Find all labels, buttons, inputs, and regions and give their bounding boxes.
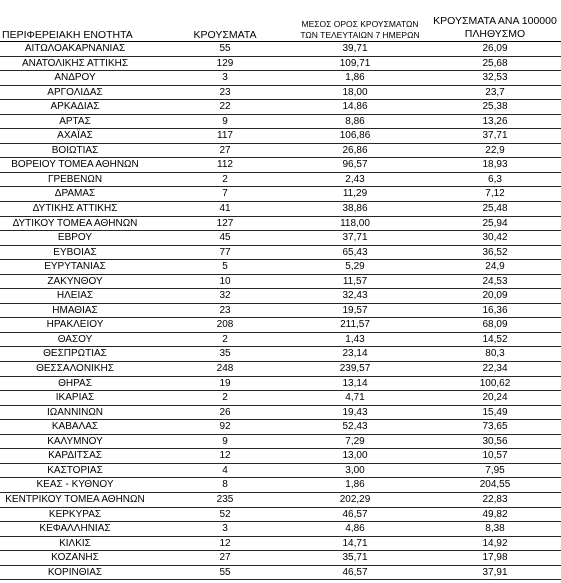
cell-avg7: 38,86 — [342, 203, 368, 215]
cell-per100k: 23,7 — [485, 86, 505, 98]
cell-cases: 208 — [216, 319, 234, 331]
cell-avg7: 96,57 — [342, 159, 368, 171]
cell-cases: 3 — [222, 523, 228, 535]
cell-avg7: 1,86 — [345, 479, 365, 491]
column-header-per100k-line2: ΠΛΗΘΥΣΜΟ — [464, 28, 526, 40]
cell-per100k: 100,62 — [479, 377, 511, 389]
cell-cases: 19 — [219, 377, 231, 389]
cell-cases: 10 — [219, 275, 231, 287]
cell-region: ΗΛΕΙΑΣ — [56, 290, 94, 302]
cell-region: ΘΕΣΣΑΛΟΝΙΚΗΣ — [36, 363, 114, 375]
cell-region: ΑΝΔΡΟΥ — [54, 72, 96, 84]
cell-per100k: 73,65 — [482, 421, 508, 433]
cell-per100k: 20,09 — [482, 290, 508, 302]
table-row — [0, 522, 561, 537]
cell-avg7: 46,57 — [342, 566, 368, 578]
cell-per100k: 204,55 — [479, 479, 511, 491]
cell-cases: 2 — [222, 392, 228, 404]
cell-cases: 112 — [217, 159, 233, 171]
cell-cases: 45 — [219, 232, 231, 244]
table-row — [0, 420, 561, 435]
cell-region: ΑΝΑΤΟΛΙΚΗΣ ΑΤΤΙΚΗΣ — [21, 57, 129, 69]
cell-avg7: 118,00 — [340, 217, 370, 229]
table-row — [0, 347, 561, 362]
cell-region: ΚΑΡΔΙΤΣΑΣ — [48, 450, 102, 462]
cell-avg7: 5,29 — [345, 261, 365, 273]
cell-avg7: 52,43 — [342, 421, 368, 433]
cell-per100k: 24,9 — [485, 261, 505, 273]
table-row — [0, 493, 561, 508]
table-row — [0, 173, 561, 188]
cell-per100k: 22,83 — [482, 493, 508, 505]
cell-avg7: 4,86 — [345, 523, 365, 535]
cell-per100k: 37,91 — [482, 566, 508, 578]
cell-cases: 117 — [217, 130, 233, 142]
cell-avg7: 35,71 — [342, 552, 368, 564]
cell-region: ΚΕΡΚΥΡΑΣ — [48, 508, 102, 520]
table-row — [0, 202, 561, 217]
cell-avg7: 11,29 — [342, 188, 368, 200]
table-row — [0, 57, 561, 72]
cell-avg7: 14,71 — [342, 537, 368, 549]
cell-region: ΔΡΑΜΑΣ — [54, 188, 96, 200]
cell-region: ΑΙΤΩΛΟΑΚΑΡΝΑΝΙΑΣ — [24, 43, 126, 54]
cell-region: ΖΑΚΥΝΘΟΥ — [47, 275, 103, 287]
cell-region: ΑΡΤΑΣ — [59, 115, 91, 127]
cell-avg7: 23,14 — [342, 348, 368, 360]
cell-per100k: 30,56 — [482, 435, 508, 447]
cell-cases: 55 — [219, 566, 231, 578]
table-row — [0, 551, 561, 566]
cell-cases: 27 — [219, 552, 231, 564]
column-header-avg7 — [290, 19, 430, 41]
cell-avg7: 37,71 — [342, 232, 368, 244]
cell-cases: 235 — [216, 493, 234, 505]
cell-cases: 9 — [222, 115, 228, 127]
table-row — [0, 71, 561, 86]
cell-region: ΔΥΤΙΚΟΥ ΤΟΜΕΑ ΑΘΗΝΩΝ — [12, 217, 138, 229]
cell-region: ΔΥΤΙΚΗΣ ΑΤΤΙΚΗΣ — [32, 203, 118, 215]
cell-per100k: 49,82 — [482, 508, 508, 520]
cell-avg7: 3,00 — [345, 464, 365, 476]
table-row — [0, 129, 561, 144]
cell-cases: 12 — [219, 537, 231, 549]
table-row — [0, 289, 561, 304]
cell-per100k: 68,09 — [482, 319, 508, 331]
cell-per100k: 13,26 — [482, 115, 508, 127]
cell-region: ΚΟΡΙΝΘΙΑΣ — [47, 566, 103, 578]
cell-cases: 32 — [219, 290, 231, 302]
column-header-cases: ΚΡΟΥΣΜΑΤΑ — [193, 29, 257, 41]
cell-cases: 55 — [219, 43, 231, 54]
cell-cases: 7 — [222, 188, 228, 200]
table-row — [0, 537, 561, 552]
table-row — [0, 449, 561, 464]
cell-avg7: 239,57 — [339, 363, 371, 375]
table-row — [0, 304, 561, 319]
cell-cases: 2 — [222, 173, 228, 185]
table-row — [0, 377, 561, 392]
cell-avg7: 19,43 — [342, 406, 368, 418]
cell-per100k: 14,92 — [482, 537, 508, 549]
cell-cases: 8 — [222, 479, 228, 491]
cell-avg7: 106,86 — [339, 130, 371, 142]
cell-per100k: 22,9 — [485, 144, 505, 156]
cell-cases: 248 — [216, 363, 234, 375]
cell-per100k: 14,52 — [482, 333, 508, 345]
cell-avg7: 19,57 — [342, 304, 368, 316]
cell-per100k: 20,24 — [482, 392, 508, 404]
column-header-per100k-line1: ΚΡΟΥΣΜΑΤΑ ΑΝΑ 100000 — [433, 15, 557, 27]
column-header-region: ΠΕΡΙΦΕΡΕΙΑΚΗ ΕΝΟΤΗΤΑ — [2, 29, 133, 41]
cell-per100k: 80,3 — [485, 348, 505, 360]
cell-avg7: 14,86 — [342, 101, 368, 113]
cell-region: ΕΥΡΥΤΑΝΙΑΣ — [44, 261, 106, 273]
cell-region: ΘΑΣΟΥ — [57, 333, 93, 345]
table-row — [0, 508, 561, 523]
cell-cases: 9 — [222, 435, 228, 447]
cell-per100k: 25,48 — [482, 203, 508, 215]
cell-region: ΙΚΑΡΙΑΣ — [55, 392, 95, 404]
cell-region: ΕΥΒΟΙΑΣ — [53, 246, 97, 258]
cell-region: ΕΒΡΟΥ — [57, 232, 93, 244]
cell-avg7: 13,14 — [342, 377, 368, 389]
cell-cases: 52 — [219, 508, 231, 520]
cell-per100k: 30,42 — [482, 232, 508, 244]
cell-per100k: 7,95 — [485, 464, 505, 476]
table-row — [0, 406, 561, 421]
cell-region: ΗΜΑΘΙΑΣ — [52, 304, 98, 316]
cell-per100k: 37,71 — [482, 130, 508, 142]
cell-per100k: 25,38 — [482, 101, 508, 113]
cell-cases: 22 — [219, 101, 231, 113]
table-row — [0, 275, 561, 290]
table-row — [0, 246, 561, 261]
cell-per100k: 25,68 — [482, 57, 508, 69]
cell-cases: 5 — [222, 261, 228, 273]
table-row — [0, 158, 561, 173]
column-header-per100k — [415, 15, 561, 41]
table-row — [0, 464, 561, 479]
cell-region: ΚΑΒΑΛΑΣ — [51, 421, 99, 433]
cell-region: ΚΑΣΤΟΡΙΑΣ — [47, 464, 103, 476]
cell-per100k: 7,12 — [485, 188, 505, 200]
cell-per100k: 32,53 — [482, 72, 508, 84]
table-row — [0, 42, 561, 57]
table-row — [0, 144, 561, 159]
cell-region: ΒΟΙΩΤΙΑΣ — [51, 144, 99, 156]
cell-region: ΚΟΖΑΝΗΣ — [51, 552, 99, 564]
cell-region: ΑΡΚΑΔΙΑΣ — [50, 101, 100, 113]
cell-region: ΗΡΑΚΛΕΙΟΥ — [46, 319, 104, 331]
cell-cases: 4 — [222, 464, 228, 476]
cell-cases: 35 — [219, 348, 231, 360]
cell-cases: 23 — [219, 304, 231, 316]
table-row — [0, 318, 561, 333]
table-row — [0, 391, 561, 406]
cell-cases: 92 — [219, 421, 231, 433]
cell-cases: 41 — [219, 203, 231, 215]
cell-per100k: 18,93 — [482, 159, 508, 171]
cell-per100k: 6,3 — [488, 173, 502, 185]
cell-cases: 77 — [219, 246, 231, 258]
table-row — [0, 231, 561, 246]
cell-cases: 23 — [219, 86, 231, 98]
cell-cases: 27 — [219, 144, 231, 156]
column-header-avg7-line1: ΜΕΣΟΣ ΟΡΟΣ ΚΡΟΥΣΜΑΤΩΝ — [301, 19, 419, 29]
cell-cases: 26 — [219, 406, 231, 418]
cell-avg7: 18,00 — [342, 86, 368, 98]
table-body — [0, 42, 561, 580]
cell-avg7: 65,43 — [342, 246, 368, 258]
table-row — [0, 115, 561, 130]
table-row — [0, 100, 561, 115]
table-row — [0, 187, 561, 202]
cell-avg7: 39,71 — [342, 43, 368, 54]
row-divider — [0, 579, 561, 580]
cell-cases: 129 — [216, 57, 234, 69]
cell-avg7: 109,71 — [339, 57, 371, 69]
cell-region: ΚΙΛΚΙΣ — [59, 537, 91, 549]
cell-region: ΑΡΓΟΛΙΔΑΣ — [47, 86, 103, 98]
table-row — [0, 86, 561, 101]
cell-per100k: 26,09 — [482, 43, 508, 54]
cell-region: ΚΕΑΣ - ΚΥΘΝΟΥ — [36, 479, 114, 491]
cell-region: ΘΕΣΠΡΩΤΙΑΣ — [43, 348, 107, 360]
cell-region: ΑΧΑΪΑΣ — [57, 130, 93, 142]
cell-avg7: 2,43 — [345, 173, 365, 185]
cell-avg7: 7,29 — [345, 435, 365, 447]
cell-per100k: 36,52 — [482, 246, 508, 258]
cell-cases: 127 — [216, 217, 234, 229]
table-row — [0, 333, 561, 348]
cell-avg7: 4,71 — [345, 392, 365, 404]
cell-avg7: 1,43 — [345, 333, 365, 345]
table-row — [0, 566, 561, 581]
cell-region: ΚΑΛΥΜΝΟΥ — [47, 435, 103, 447]
cell-cases: 2 — [222, 333, 228, 345]
cell-avg7: 13,00 — [342, 450, 368, 462]
cell-avg7: 46,57 — [342, 508, 368, 520]
cell-avg7: 11,57 — [342, 275, 368, 287]
cell-per100k: 25,94 — [482, 217, 508, 229]
cell-avg7: 202,29 — [339, 493, 371, 505]
column-header-avg7-line2: ΤΩΝ ΤΕΛΕΥΤΑΙΩΝ 7 ΗΜΕΡΩΝ — [300, 30, 420, 40]
cell-cases: 3 — [222, 72, 228, 84]
cell-region: ΘΗΡΑΣ — [58, 377, 92, 389]
table-row — [0, 260, 561, 275]
cell-per100k: 24,53 — [482, 275, 508, 287]
table-row — [0, 435, 561, 450]
cell-per100k: 8,38 — [485, 523, 505, 535]
cell-avg7: 26,86 — [342, 144, 368, 156]
cell-region: ΓΡΕΒΕΝΩΝ — [47, 173, 103, 185]
cell-avg7: 211,57 — [340, 319, 370, 331]
cell-region: ΙΩΑΝΝΙΝΩΝ — [46, 406, 104, 418]
cell-per100k: 15,49 — [482, 406, 508, 418]
cell-cases: 12 — [219, 450, 231, 462]
cell-per100k: 22,34 — [482, 363, 508, 375]
cell-per100k: 16,36 — [482, 304, 508, 316]
table-row — [0, 362, 561, 377]
cell-avg7: 1,86 — [345, 72, 365, 84]
cell-avg7: 8,86 — [345, 115, 365, 127]
cell-region: ΚΕΝΤΡΙΚΟΥ ΤΟΜΕΑ ΑΘΗΝΩΝ — [5, 493, 145, 505]
table-row — [0, 217, 561, 232]
cell-per100k: 10,57 — [482, 450, 508, 462]
cell-region: ΚΕΦΑΛΛΗΝΙΑΣ — [39, 523, 111, 535]
table-row — [0, 478, 561, 493]
cell-region: ΒΟΡΕΙΟΥ ΤΟΜΕΑ ΑΘΗΝΩΝ — [11, 159, 139, 171]
cell-avg7: 32,43 — [342, 290, 368, 302]
cell-per100k: 17,98 — [482, 552, 508, 564]
